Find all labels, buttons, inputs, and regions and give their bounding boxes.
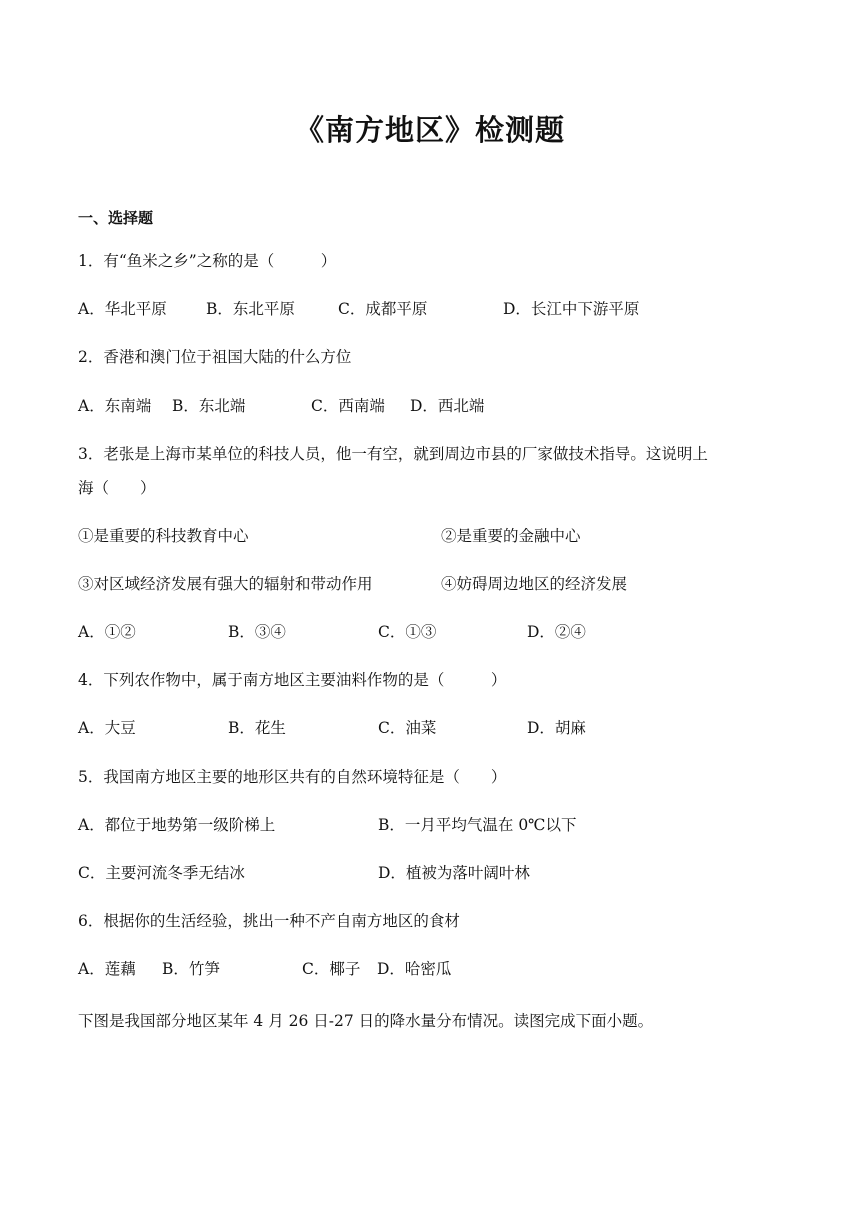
q4-option-b: B．花生: [228, 719, 286, 737]
question-5-stem: 5．我国南方地区主要的地形区共有的自然环境特征是（ ）: [78, 768, 507, 786]
q4-option-d: D．胡麻: [527, 719, 586, 737]
q3-statement-1: ①是重要的科技教育中心: [78, 527, 249, 545]
q3-statement-3: ③对区域经济发展有强大的辐射和带动作用: [78, 575, 373, 593]
q2-option-d: D．西北端: [410, 397, 485, 415]
q4-option-a: A．大豆: [78, 719, 136, 737]
q5-option-b: B．一月平均气温在 0℃以下: [378, 816, 577, 834]
q6-option-a: A．莲藕: [78, 960, 136, 978]
question-3-stem-line-2: 海（ ）: [78, 479, 156, 497]
q6-option-d: D．哈密瓜: [377, 960, 452, 978]
q4-option-c: C．油菜: [378, 719, 437, 737]
page-title: 《南方地区》检测题: [294, 113, 565, 147]
q3-statement-4: ④妨碍周边地区的经济发展: [441, 575, 628, 593]
question-2-stem: 2．香港和澳门位于祖国大陆的什么方位: [78, 348, 352, 366]
q5-option-a: A．都位于地势第一级阶梯上: [78, 816, 276, 834]
q5-option-c: C．主要河流冬季无结冰: [78, 864, 245, 882]
q2-option-a: A．东南端: [78, 397, 152, 415]
q3-statement-2: ②是重要的金融中心: [441, 527, 581, 545]
q6-option-c: C．椰子: [302, 960, 361, 978]
q6-option-b: B．竹笋: [162, 960, 220, 978]
q1-option-b: B．东北平原: [206, 300, 295, 318]
q3-option-b: B．③④: [228, 623, 286, 641]
question-6-stem: 6．根据你的生活经验，挑出一种不产自南方地区的食材: [78, 912, 460, 930]
q1-option-d: D．长江中下游平原: [503, 300, 640, 318]
question-4-stem: 4．下列农作物中，属于南方地区主要油料作物的是（ ）: [78, 671, 507, 689]
q3-option-a: A．①②: [78, 623, 136, 641]
question-3-stem-line-1: 3．老张是上海市某单位的科技人员，他一有空，就到周边市县的厂家做技术指导。这说明上: [78, 445, 708, 463]
q2-option-c: C．西南端: [311, 397, 385, 415]
q3-option-d: D．②④: [527, 623, 586, 641]
q2-option-b: B．东北端: [172, 397, 246, 415]
q3-option-c: C．①③: [378, 623, 437, 641]
q1-option-a: A．华北平原: [78, 300, 167, 318]
figure-intro-text: 下图是我国部分地区某年 4 月 26 日-27 日的降水量分布情况。读图完成下面小题。: [78, 1012, 654, 1030]
question-1-stem: 1．有“鱼米之乡”之称的是（ ）: [78, 252, 337, 270]
section-heading: 一、选择题: [78, 209, 154, 227]
q5-option-d: D．植被为落叶阔叶林: [378, 864, 530, 882]
q1-option-c: C．成都平原: [338, 300, 428, 318]
